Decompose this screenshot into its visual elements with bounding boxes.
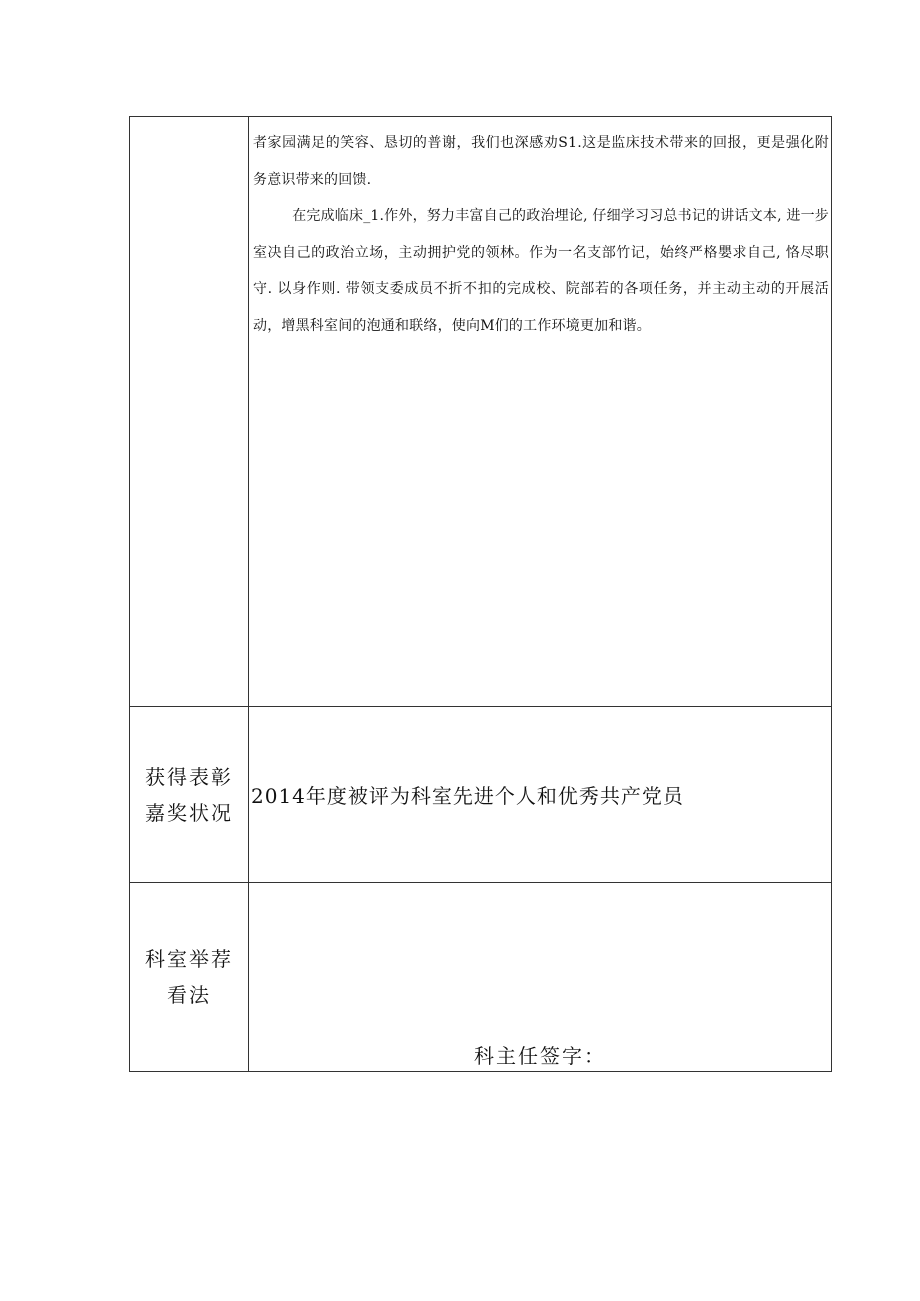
performance-content-cell [249,117,832,707]
awards-text: 2014年度被评为科室先进个人和优秀共产党员 [251,784,684,808]
awards-label-line2: 嘉奖状况 [145,800,233,825]
signature-label: 科主任签字： [474,1044,606,1068]
awards-row [130,707,832,883]
evaluation-form-table [129,116,832,1072]
performance-text [249,117,831,344]
performance-label-cell [130,117,249,707]
performance-row [130,117,832,707]
awards-content-cell [249,707,832,883]
recommendation-row [130,883,832,1072]
recommendation-label-cell [130,883,249,1072]
recommendation-content-cell [249,883,832,1072]
awards-label-cell [130,707,249,883]
performance-paragraph: 在完成临床_1.作外，努力丰富自己的政治埋论, 仔细学习习总书记的讲话文本, 进一步室决自己的政治立场，主动拥护党的领林。作为一名支部竹记，始终严格嬰求自己, 恪尽职守. 以身作则. 带领支委成员不折不扣的完成校、院部若的各项任务，并主动主动的开展活动，增黑科室间的泡通和联络，使向M们的工作环境更加和谐。 [253,208,829,334]
recommendation-label-line2: 看法 [167,983,211,1007]
performance-paragraph: 者家园满足的笑容、恳切的普谢，我们也深感劝S1.这是监床技术带来的回报，更是强化附务意识带来的回馈. [253,135,829,188]
recommendation-label-line1: 科室举荐 [145,947,233,971]
awards-label-line1: 获得表彰 [145,764,233,789]
